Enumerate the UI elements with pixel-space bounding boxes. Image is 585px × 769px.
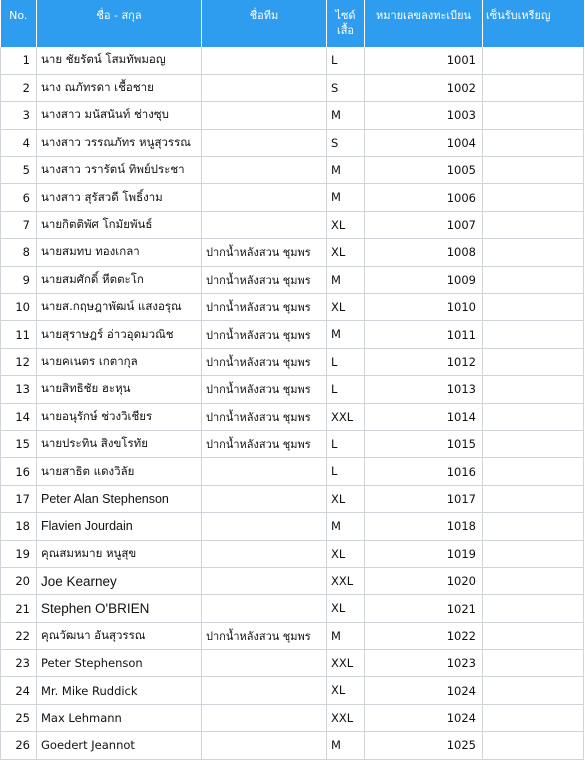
shirt-size-cell: XXL	[327, 567, 365, 594]
header-no: No.	[1, 0, 37, 47]
shirt-size-cell: L	[327, 47, 365, 74]
team-name-cell	[202, 677, 327, 704]
medal-signature-cell[interactable]	[483, 211, 584, 238]
medal-signature-cell[interactable]	[483, 321, 584, 348]
team-name-cell	[202, 650, 327, 677]
participant-name-cell: นางสาว วรารัตน์ ทิพย์ประชา	[37, 157, 202, 184]
table-row	[1, 376, 584, 403]
registration-number-cell: 1001	[365, 47, 483, 74]
team-name-cell	[202, 485, 327, 512]
participant-name-cell: นางสาว มนัสนันท์ ช่างซุบ	[37, 102, 202, 129]
table-row	[1, 732, 584, 759]
shirt-size-cell: M	[327, 622, 365, 649]
registration-number-cell: 1011	[365, 321, 483, 348]
medal-signature-cell[interactable]	[483, 622, 584, 649]
medal-signature-cell[interactable]	[483, 184, 584, 211]
registration-number-cell: 1023	[365, 650, 483, 677]
row-number-cell: 5	[1, 157, 37, 184]
medal-signature-cell[interactable]	[483, 458, 584, 485]
medal-signature-cell[interactable]	[483, 294, 584, 321]
table-row	[1, 266, 584, 293]
shirt-size-cell: XL	[327, 677, 365, 704]
registration-number-cell: 1024	[365, 677, 483, 704]
participant-name-cell: คุณวัฒนา อันสุวรรณ	[37, 622, 202, 649]
team-name-cell	[202, 458, 327, 485]
participant-name-cell: นายสุราษฎร์ อ่าวอุดมวณิช	[37, 321, 202, 348]
team-name-cell	[202, 540, 327, 567]
header-shirt-size-line1: ไซด์	[335, 9, 356, 22]
participant-name-cell: Goedert Jeannot	[37, 732, 202, 759]
registration-number-cell: 1006	[365, 184, 483, 211]
header-shirt-size	[327, 0, 365, 47]
row-number-cell: 9	[1, 266, 37, 293]
team-name-cell: ปากน้ำหลังสวน ชุมพร	[202, 622, 327, 649]
registration-number-cell: 1002	[365, 74, 483, 101]
registration-number-cell: 1017	[365, 485, 483, 512]
registration-number-cell: 1020	[365, 567, 483, 594]
shirt-size-cell: M	[327, 184, 365, 211]
row-number-cell: 14	[1, 403, 37, 430]
participant-name-cell: Peter Stephenson	[37, 650, 202, 677]
medal-signature-cell[interactable]	[483, 74, 584, 101]
registration-number-cell: 1004	[365, 129, 483, 156]
shirt-size-cell: M	[327, 321, 365, 348]
team-name-cell: ปากน้ำหลังสวน ชุมพร	[202, 294, 327, 321]
registration-number-cell: 1025	[365, 732, 483, 759]
row-number-cell: 10	[1, 294, 37, 321]
header-row	[1, 0, 584, 47]
participant-name-cell: Flavien Jourdain	[37, 513, 202, 540]
row-number-cell: 24	[1, 677, 37, 704]
team-name-cell	[202, 704, 327, 731]
medal-signature-cell[interactable]	[483, 47, 584, 74]
row-number-cell: 2	[1, 74, 37, 101]
table-row	[1, 403, 584, 430]
registration-number-cell: 1022	[365, 622, 483, 649]
table-body	[1, 47, 584, 759]
participant-name-cell: Joe Kearney	[37, 567, 202, 594]
registration-number-cell: 1012	[365, 348, 483, 375]
row-number-cell: 20	[1, 567, 37, 594]
table-header	[1, 0, 584, 47]
table-row	[1, 650, 584, 677]
row-number-cell: 23	[1, 650, 37, 677]
row-number-cell: 22	[1, 622, 37, 649]
team-name-cell	[202, 157, 327, 184]
row-number-cell: 7	[1, 211, 37, 238]
shirt-size-cell: S	[327, 74, 365, 101]
table-row	[1, 129, 584, 156]
medal-signature-cell[interactable]	[483, 540, 584, 567]
table-row	[1, 595, 584, 622]
medal-signature-cell[interactable]	[483, 157, 584, 184]
team-name-cell: ปากน้ำหลังสวน ชุมพร	[202, 266, 327, 293]
shirt-size-cell: XL	[327, 294, 365, 321]
medal-signature-cell[interactable]	[483, 650, 584, 677]
table-row	[1, 102, 584, 129]
team-name-cell	[202, 211, 327, 238]
row-number-cell: 21	[1, 595, 37, 622]
table-row	[1, 47, 584, 74]
team-name-cell: ปากน้ำหลังสวน ชุมพร	[202, 430, 327, 457]
table-row	[1, 458, 584, 485]
participant-name-cell: นายอนุรักษ์ ช่วงวิเชียร	[37, 403, 202, 430]
registration-number-cell: 1003	[365, 102, 483, 129]
participant-name-cell: นายคเนตร เกตากุล	[37, 348, 202, 375]
participant-name-cell: นายสิทธิชัย ฮะหุน	[37, 376, 202, 403]
header-medal-signature: เซ็นรับเหรียญ	[483, 0, 584, 47]
registration-number-cell: 1015	[365, 430, 483, 457]
medal-signature-cell[interactable]	[483, 376, 584, 403]
medal-signature-cell[interactable]	[483, 266, 584, 293]
row-number-cell: 18	[1, 513, 37, 540]
row-number-cell: 6	[1, 184, 37, 211]
participant-name-cell: Mr. Mike Ruddick	[37, 677, 202, 704]
medal-signature-cell[interactable]	[483, 732, 584, 759]
registration-number-cell: 1007	[365, 211, 483, 238]
registration-number-cell: 1009	[365, 266, 483, 293]
row-number-cell: 3	[1, 102, 37, 129]
participant-name-cell: นาง ณภัทรดา เชื้อชาย	[37, 74, 202, 101]
shirt-size-cell: XXL	[327, 403, 365, 430]
shirt-size-cell: M	[327, 513, 365, 540]
participant-name-cell: Max Lehmann	[37, 704, 202, 731]
shirt-size-cell: L	[327, 458, 365, 485]
participant-name-cell: นายกิตติพัศ โกมัยพันธ์	[37, 211, 202, 238]
team-name-cell: ปากน้ำหลังสวน ชุมพร	[202, 376, 327, 403]
team-name-cell	[202, 184, 327, 211]
shirt-size-cell: XL	[327, 540, 365, 567]
shirt-size-cell: XL	[327, 485, 365, 512]
team-name-cell: ปากน้ำหลังสวน ชุมพร	[202, 348, 327, 375]
row-number-cell: 19	[1, 540, 37, 567]
medal-signature-cell[interactable]	[483, 567, 584, 594]
row-number-cell: 13	[1, 376, 37, 403]
header-name: ชื่อ - สกุล	[37, 0, 202, 47]
team-name-cell: ปากน้ำหลังสวน ชุมพร	[202, 403, 327, 430]
medal-signature-cell[interactable]	[483, 102, 584, 129]
medal-signature-cell[interactable]	[483, 403, 584, 430]
table-row	[1, 184, 584, 211]
registration-number-cell: 1019	[365, 540, 483, 567]
row-number-cell: 11	[1, 321, 37, 348]
participant-name-cell: นาย ชัยรัตน์ โสมทัพมอญ	[37, 47, 202, 74]
shirt-size-cell: M	[327, 157, 365, 184]
row-number-cell: 1	[1, 47, 37, 74]
row-number-cell: 26	[1, 732, 37, 759]
table-row	[1, 513, 584, 540]
table-row	[1, 677, 584, 704]
shirt-size-cell: XXL	[327, 650, 365, 677]
table-row	[1, 567, 584, 594]
participant-name-cell: นางสาว วรรณภัทร หนูสุวรรณ	[37, 129, 202, 156]
registration-number-cell: 1013	[365, 376, 483, 403]
table-row	[1, 485, 584, 512]
table-row	[1, 430, 584, 457]
row-number-cell: 12	[1, 348, 37, 375]
shirt-size-cell: S	[327, 129, 365, 156]
registration-number-cell: 1021	[365, 595, 483, 622]
team-name-cell	[202, 129, 327, 156]
registration-number-cell: 1010	[365, 294, 483, 321]
table-row	[1, 704, 584, 731]
table-row	[1, 622, 584, 649]
medal-signature-cell[interactable]	[483, 430, 584, 457]
team-name-cell	[202, 732, 327, 759]
table-row	[1, 348, 584, 375]
registration-number-cell: 1008	[365, 239, 483, 266]
shirt-size-cell: L	[327, 376, 365, 403]
team-name-cell: ปากน้ำหลังสวน ชุมพร	[202, 321, 327, 348]
table-row	[1, 157, 584, 184]
medal-signature-cell[interactable]	[483, 704, 584, 731]
participant-name-cell: Stephen O'BRIEN	[37, 595, 202, 622]
participant-name-cell: นายสาธิต แดงวิลัย	[37, 458, 202, 485]
registration-number-cell: 1014	[365, 403, 483, 430]
table-row	[1, 211, 584, 238]
shirt-size-cell: M	[327, 102, 365, 129]
registration-number-cell: 1016	[365, 458, 483, 485]
shirt-size-cell: XL	[327, 239, 365, 266]
row-number-cell: 4	[1, 129, 37, 156]
shirt-size-cell: M	[327, 266, 365, 293]
header-team: ชื่อทีม	[202, 0, 327, 47]
shirt-size-cell: XXL	[327, 704, 365, 731]
team-name-cell	[202, 567, 327, 594]
shirt-size-cell: XL	[327, 211, 365, 238]
table-row	[1, 74, 584, 101]
row-number-cell: 8	[1, 239, 37, 266]
registration-number-cell: 1018	[365, 513, 483, 540]
row-number-cell: 15	[1, 430, 37, 457]
header-registration-number: หมายเลขลงทะเบียน	[365, 0, 483, 47]
table-row	[1, 239, 584, 266]
table-row	[1, 294, 584, 321]
participant-name-cell: นายสมทบ ทองเกลา	[37, 239, 202, 266]
medal-signature-cell[interactable]	[483, 129, 584, 156]
shirt-size-cell: M	[327, 732, 365, 759]
participant-name-cell: นายสมศักดิ์ หีตตะโก	[37, 266, 202, 293]
shirt-size-cell: L	[327, 430, 365, 457]
header-shirt-size-line2: เสื้อ	[336, 24, 355, 37]
team-name-cell	[202, 102, 327, 129]
shirt-size-cell: L	[327, 348, 365, 375]
registration-number-cell: 1024	[365, 704, 483, 731]
table-row	[1, 540, 584, 567]
medal-signature-cell[interactable]	[483, 485, 584, 512]
medal-signature-cell[interactable]	[483, 513, 584, 540]
participant-name-cell: นายส.กฤษฎาพัฒน์ แสงอรุณ	[37, 294, 202, 321]
medal-signature-cell[interactable]	[483, 239, 584, 266]
medal-signature-cell[interactable]	[483, 595, 584, 622]
participant-name-cell: นายประทิน สิงขโรทัย	[37, 430, 202, 457]
team-name-cell	[202, 74, 327, 101]
team-name-cell	[202, 47, 327, 74]
table-row	[1, 321, 584, 348]
medal-signature-cell[interactable]	[483, 677, 584, 704]
row-number-cell: 25	[1, 704, 37, 731]
participant-name-cell: Peter Alan Stephenson	[37, 485, 202, 512]
row-number-cell: 16	[1, 458, 37, 485]
row-number-cell: 17	[1, 485, 37, 512]
team-name-cell	[202, 595, 327, 622]
shirt-size-cell: XL	[327, 595, 365, 622]
medal-signature-cell[interactable]	[483, 348, 584, 375]
registration-number-cell: 1005	[365, 157, 483, 184]
team-name-cell	[202, 513, 327, 540]
participant-name-cell: คุณสมหมาย หนูสุข	[37, 540, 202, 567]
team-name-cell: ปากน้ำหลังสวน ชุมพร	[202, 239, 327, 266]
participant-name-cell: นางสาว สุรัสวดี โพธิ์งาม	[37, 184, 202, 211]
